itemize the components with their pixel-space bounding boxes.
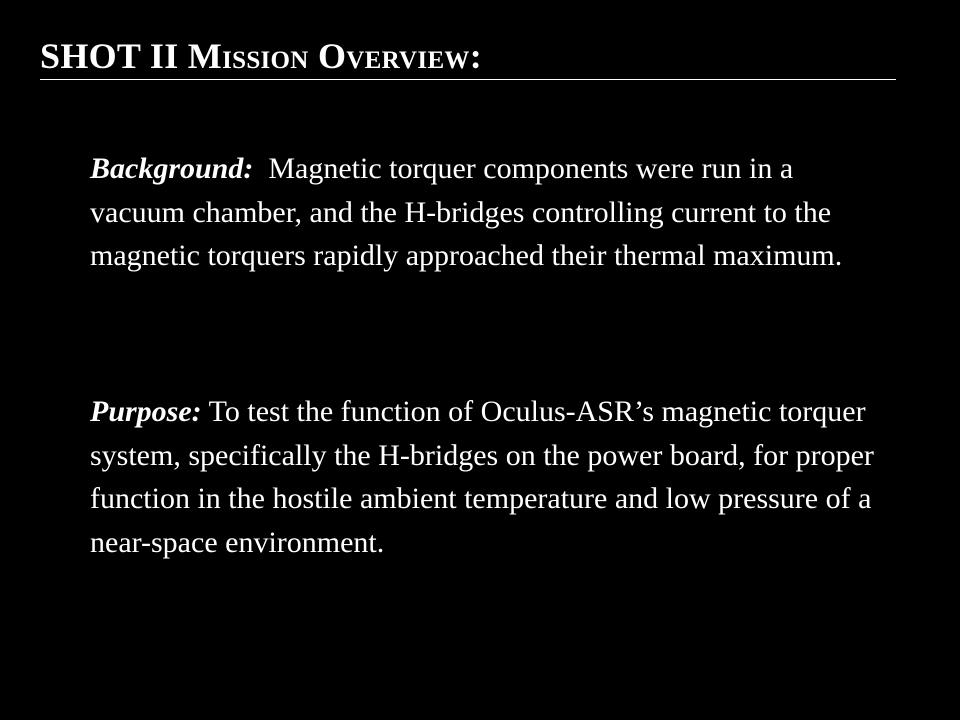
background-label: Background: (90, 152, 254, 185)
purpose-label: Purpose: (90, 395, 202, 428)
slide-title: SHOT II Mission Overview: (40, 36, 483, 76)
title-underline (40, 79, 896, 80)
background-paragraph (90, 147, 880, 278)
purpose-text: To test the function of Oculus-ASR’s magnetic torquer system, specifically the H-bridges on the power board, for proper function in the hostile ambient temperature and low pressure of a near-space environment. (90, 395, 874, 559)
background-text: Magnetic torquer components were run in a vacuum chamber, and the H-bridges controlling current to the magnetic torquers rapidly approached their thermal maximum. (90, 152, 843, 272)
purpose-paragraph (90, 390, 880, 564)
